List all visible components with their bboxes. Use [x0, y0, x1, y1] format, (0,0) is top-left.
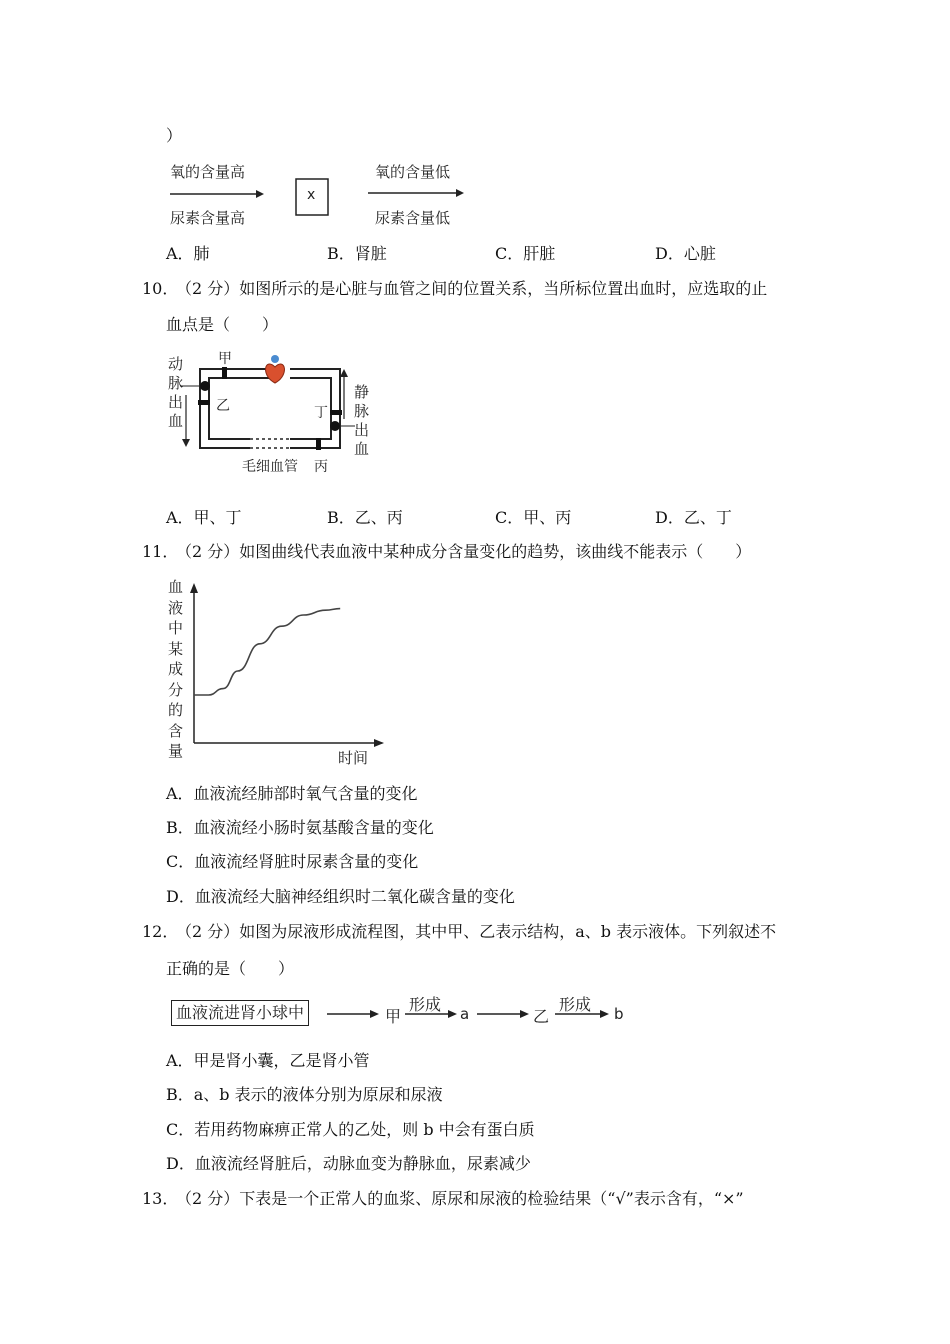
q10-vein-bleed-dot [330, 421, 340, 431]
q9-option-b: B．肾脏 [327, 244, 387, 263]
q9-left-bottom: 尿素含量高 [170, 209, 246, 227]
q10-jia-marker [222, 367, 227, 379]
q10-bing-marker [316, 438, 321, 450]
q12-flow-jia: 甲 [385, 1007, 402, 1026]
q10-label-jia: 甲 [218, 351, 232, 367]
q11-ylabel-char: 中 [168, 619, 184, 637]
q10-right-label-char: 静 [354, 383, 370, 401]
q11-plot [160, 575, 400, 775]
q10-stem-line1: （2 分）如图所示的是心脏与血管之间的位置关系，当所标位置出血时，应选取的止 [176, 279, 768, 298]
q9-left-top: 氧的含量高 [170, 163, 246, 181]
q9-right-bottom: 尿素含量低 [375, 209, 451, 227]
q12-stem-line1: （2 分）如图为尿液形成流程图，其中甲、乙表示结构，a、b 表示液体。下列叙述不 [176, 922, 777, 941]
q10-option-a: A．甲、丁 [166, 508, 242, 527]
q9-box-label: x [307, 187, 316, 203]
q9-left-arrowhead [256, 190, 264, 198]
q12-option-a: A．甲是肾小囊，乙是肾小管 [166, 1051, 370, 1070]
q12-option-b: B．a、b 表示的液体分别为原尿和尿液 [166, 1085, 443, 1104]
q10-up-arrowhead [340, 369, 348, 377]
q11-ylabel-char: 某 [168, 639, 184, 658]
q10-left-label-char: 脉 [168, 374, 184, 392]
q12-number: 12． [142, 922, 179, 941]
q10-left-label [168, 355, 186, 431]
q12-flow-b: b [614, 1005, 624, 1023]
q11-ylabel-char: 含 [168, 721, 184, 740]
q10-option-b: B．乙、丙 [327, 508, 403, 527]
q12-flow [165, 988, 635, 1033]
q10-yi-marker [198, 400, 210, 405]
q12-arrowhead-2 [448, 1010, 457, 1018]
q12-flow-box: 血液流进肾小球中 [171, 1000, 309, 1026]
q9-right-arrowhead [456, 189, 464, 197]
q11-x-arrowhead [374, 739, 384, 747]
q11-number: 11． [142, 542, 179, 561]
q11-y-arrowhead [190, 583, 198, 593]
q12-option-c: C．若用药物麻痹正常人的乙处，则 b 中会有蛋白质 [166, 1120, 535, 1139]
q9-option-a: A．肺 [166, 244, 210, 263]
q10-right-label-char: 出 [354, 421, 370, 439]
q12-flow-yi: 乙 [533, 1007, 550, 1026]
q12-flow-a: a [460, 1005, 470, 1023]
q9-option-c: C．肝脏 [495, 244, 556, 263]
q12-flow-form2: 形成 [559, 995, 592, 1014]
q11-ylabel-char: 血 [168, 578, 184, 596]
q11-chart [160, 575, 400, 775]
q12-arrowhead-1 [370, 1010, 379, 1018]
q9-option-d: D．心脏 [655, 244, 716, 263]
q11-series-curve [194, 609, 340, 695]
q10-diagram [160, 345, 380, 480]
q11-ylabel-char: 成 [168, 660, 184, 678]
heart-vessel-icon [271, 355, 279, 363]
q11-ylabel-char: 量 [168, 742, 184, 760]
heart-icon [266, 364, 285, 383]
q10-label-ding: 丁 [314, 405, 328, 421]
q10-down-arrowhead [182, 439, 190, 447]
q10-label-bing: 丙 [314, 459, 328, 475]
q10-label-yi: 乙 [216, 398, 230, 414]
q9-tail: ） [166, 126, 183, 145]
q10-option-d: D．乙、丁 [655, 508, 732, 527]
q10-right-label-char: 血 [354, 440, 370, 458]
q11-option-d: D．血液流经大脑神经组织时二氧化碳含量的变化 [166, 887, 515, 906]
q10-number: 10． [142, 279, 179, 298]
q10-ding-marker [330, 410, 342, 415]
q10-label-capillary: 毛细血管 [242, 459, 298, 475]
q12-stem-line2: 正确的是（ ） [166, 959, 295, 978]
q11-xlabel: 时间 [338, 749, 369, 767]
q13-number: 13． [142, 1189, 179, 1208]
q12-arrowhead-3 [520, 1010, 529, 1018]
q10-outer-loop [200, 369, 270, 448]
q10-artery-bleed-dot [200, 381, 210, 391]
q13-stem-line1: （2 分）下表是一个正常人的血浆、原尿和尿液的检验结果（“√”表示含有，“×” [176, 1189, 744, 1208]
q10-left-label-char: 动 [168, 355, 184, 373]
q10-right-label-char: 脉 [354, 402, 370, 420]
q11-stem-line1: （2 分）如图曲线代表血液中某种成分含量变化的趋势，该曲线不能表示（ ） [176, 542, 752, 561]
q11-option-a: A．血液流经肺部时氧气含量的变化 [166, 784, 418, 803]
q12-arrowhead-4 [600, 1010, 609, 1018]
q9-diagram [160, 155, 480, 235]
q9-right-top: 氧的含量低 [375, 163, 451, 181]
q10-left-label-char: 出 [168, 393, 184, 411]
q10-option-c: C．甲、丙 [495, 508, 572, 527]
q10-right-label [354, 383, 372, 459]
q11-ylabel-char: 的 [168, 701, 184, 719]
q11-option-c: C．血液流经肾脏时尿素含量的变化 [166, 852, 419, 871]
q10-stem-line2: 血点是（ ） [166, 315, 279, 334]
q11-ylabel-char: 分 [168, 680, 184, 699]
q10-left-label-char: 血 [168, 412, 184, 430]
q11-option-b: B．血液流经小肠时氨基酸含量的变化 [166, 818, 434, 837]
q12-flow-form1: 形成 [409, 995, 442, 1014]
q11-ylabel-char: 液 [168, 598, 184, 617]
q12-option-d: D．血液流经肾脏后，动脉血变为静脉血，尿素减少 [166, 1154, 531, 1173]
